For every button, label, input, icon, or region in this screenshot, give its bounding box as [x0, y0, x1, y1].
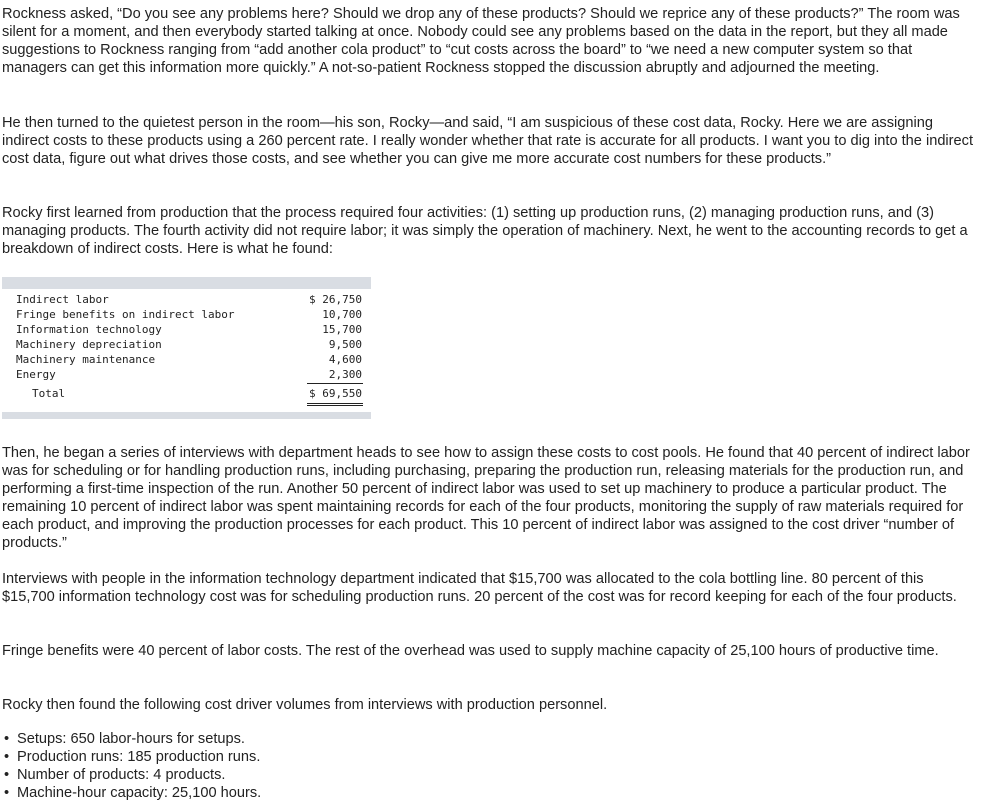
bullet-icon: • — [4, 749, 10, 765]
list-item — [2, 748, 261, 766]
paragraph-meeting: Rockness asked, “Do you see any problems here? Should we drop any of these products? Should we reprice any of these products?” The room was silent for a moment, and then everybody started talking at once. Nobody could see any problems based on the data in the report, but they all made suggestions to Rockness ranging from “add another cola product” to “cut costs across the board” to “we need a new computer system so that managers can get this information more quickly.” A not-so-patient Rockness stopped the discussion abruptly and adjourned the meeting. — [2, 6, 960, 76]
paragraph-driver-intro: Rocky then found the following cost driver volumes from interviews with production personnel. — [2, 697, 608, 713]
cost-driver-list — [2, 730, 261, 802]
driver-text: Setups: 650 labor-hours for setups. — [17, 731, 245, 747]
row-label: Machinery depreciation — [16, 338, 162, 351]
bullet-icon: • — [4, 767, 10, 783]
table-footer-bar — [2, 412, 371, 419]
paragraph-information-technology: Interviews with people in the information technology department indicated that $15,700 was allocated to the cola bottling line. 80 percent of this $15,700 information technology cost was for scheduling production runs. 20 percent of the cost was for record keeping for each of the four products. — [2, 571, 957, 605]
list-item — [2, 730, 261, 748]
total-label: Total — [32, 387, 66, 400]
driver-text: Number of products: 4 products. — [17, 767, 226, 783]
row-label: Energy — [16, 368, 56, 381]
bullet-icon: • — [4, 785, 10, 801]
row-label: Machinery maintenance — [16, 353, 156, 366]
row-value: $ 26,750 — [309, 293, 362, 306]
total-double-rule-top — [307, 403, 363, 404]
row-label: Fringe benefits on indirect labor — [16, 308, 235, 321]
bullet-icon: • — [4, 731, 10, 747]
paragraph-interviews: Then, he began a series of interviews with department heads to see how to assign these costs to cost pools. He found that 40 percent of indirect labor was for scheduling or for handling production runs, including purchasing, preparing the production run, releasing materials for the production run, and performing a first-time inspection of the run. Another 50 percent of indirect labor was used to set up machinery to produce a particular product. The remaining 10 percent of indirect labor was spent maintaining records for each of the four products, monitoring the supply of raw materials required for each product, and improving the production processes for each product. This 10 percent of indirect labor was assigned to the cost driver “number of products.” — [2, 445, 970, 551]
table-total-row — [16, 386, 362, 401]
row-label: Indirect labor — [16, 293, 109, 306]
table-header-bar — [2, 277, 371, 289]
table-row — [16, 307, 362, 322]
paragraph-rocky-request: He then turned to the quietest person in the room—his son, Rocky—and said, “I am suspicious of these cost data, Rocky. Here we are assigning indirect costs to these products using a 260 percent rate. I really wonder whether that rate is accurate for all products. I want you to dig into the indirect cost data, figure out what drives those costs, and see whether you can give me more accurate cost numbers for these products.” — [2, 115, 974, 167]
row-label: Information technology — [16, 323, 162, 336]
paragraph-activities: Rocky first learned from production that the process required four activities: (1) setting up production runs, (2) managing production runs, and (3) managing products. The fourth activity did not require labor; it was simply the operation of machinery. Next, he went to the accounting records to get a breakdown of indirect costs. Here is what he found: — [2, 205, 968, 257]
table-row — [16, 337, 362, 352]
driver-text: Production runs: 185 production runs. — [17, 749, 261, 765]
row-value: 9,500 — [328, 338, 362, 351]
list-item — [2, 784, 261, 802]
row-value: 2,300 — [328, 368, 362, 381]
paragraph-fringe-benefits: Fringe benefits were 40 percent of labor costs. The rest of the overhead was used to supply machine capacity of 25,100 hours of productive time. — [2, 643, 939, 659]
driver-text: Machine-hour capacity: 25,100 hours. — [17, 785, 262, 801]
row-value: 15,700 — [322, 323, 362, 336]
total-double-rule-bottom — [307, 405, 363, 406]
list-item — [2, 766, 261, 784]
table-row — [16, 352, 362, 367]
total-value: $ 69,550 — [309, 387, 362, 400]
indirect-cost-table — [2, 277, 371, 419]
table-row — [16, 292, 362, 307]
table-row — [16, 322, 362, 337]
row-value: 10,700 — [322, 308, 362, 321]
subtotal-rule — [307, 383, 363, 384]
row-value: 4,600 — [328, 353, 362, 366]
table-row — [16, 367, 362, 382]
